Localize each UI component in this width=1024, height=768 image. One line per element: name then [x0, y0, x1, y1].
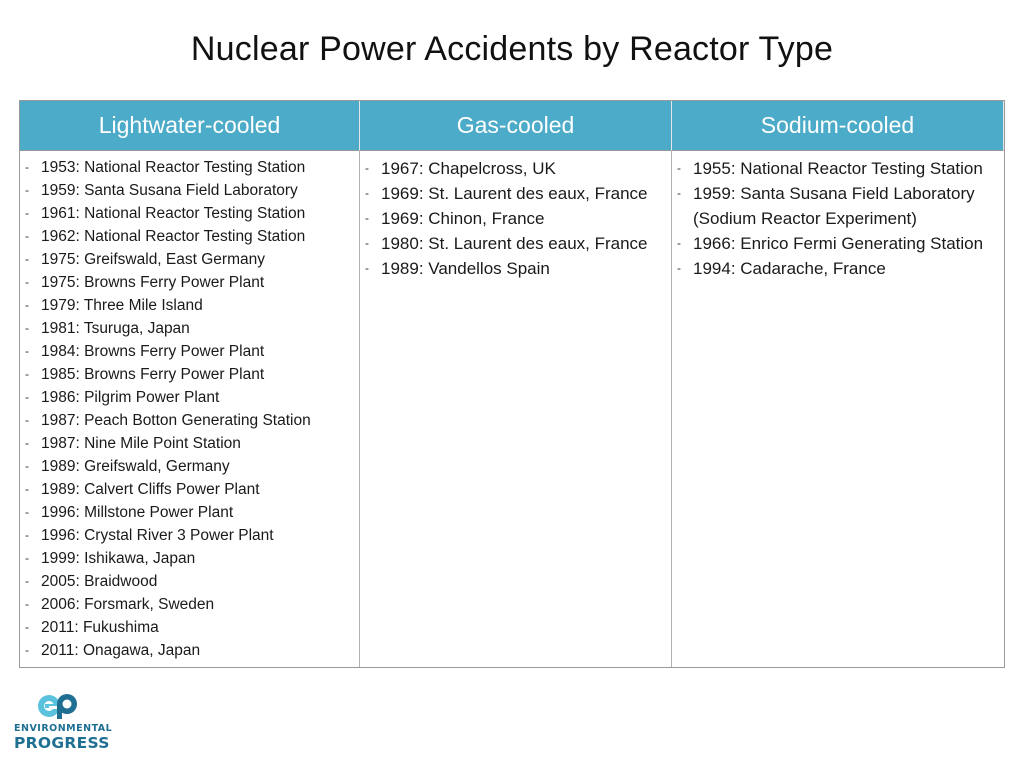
bullet-dash: -: [25, 413, 29, 427]
bullet-dash: -: [25, 229, 29, 243]
slide-title: Nuclear Power Accidents by Reactor Type: [190, 30, 834, 68]
list-item-text: 2006: Forsmark, Sweden: [41, 596, 215, 613]
list-item-text: 1975: Browns Ferry Power Plant: [41, 274, 265, 291]
logo-line2: PROGRESS: [14, 734, 110, 752]
list-item-text: 1987: Peach Botton Generating Station: [41, 412, 311, 429]
bullet-dash: -: [25, 275, 29, 289]
list-item-text: 1967: Chapelcross, UK: [381, 159, 556, 178]
list-item: [20, 547, 359, 570]
list-item: [672, 181, 1004, 231]
list-item: [20, 570, 359, 593]
bullet-dash: -: [25, 367, 29, 381]
list-item-text: 1955: National Reactor Testing Station: [693, 159, 983, 178]
list-item: [20, 317, 359, 340]
list-item-text: 1996: Crystal River 3 Power Plant: [41, 527, 274, 544]
list-item-text: 1985: Browns Ferry Power Plant: [41, 366, 265, 383]
bullet-dash: -: [677, 236, 681, 250]
list-item: [360, 231, 671, 256]
list-item-text: 2005: Braidwood: [41, 573, 158, 590]
list-item-text: 1999: Ishikawa, Japan: [41, 550, 196, 567]
list-item-text: 2011: Onagawa, Japan: [41, 642, 201, 659]
bullet-dash: -: [25, 505, 29, 519]
list-item-text: 1984: Browns Ferry Power Plant: [41, 343, 265, 360]
bullet-dash: -: [365, 161, 369, 175]
list-item-text: 1959: Santa Susana Field Laboratory: [41, 182, 298, 199]
bullet-dash: -: [365, 261, 369, 275]
list-item: [20, 524, 359, 547]
list-item-text: 1959: Santa Susana Field Laboratory (Sodium Reactor Experiment): [693, 184, 975, 228]
bullet-dash: -: [25, 183, 29, 197]
list-item-text: 1966: Enrico Fermi Generating Station: [693, 234, 984, 253]
lightwater-list: [20, 156, 359, 662]
list-item-text: 1996: Millstone Power Plant: [41, 504, 234, 521]
column-header-gas: Gas-cooled: [360, 101, 672, 151]
list-item: [20, 455, 359, 478]
bullet-dash: -: [365, 186, 369, 200]
list-item: [672, 156, 1004, 181]
bullet-dash: -: [25, 459, 29, 473]
list-item: [20, 225, 359, 248]
list-item: [20, 432, 359, 455]
bullet-dash: -: [25, 321, 29, 335]
list-item-text: 1962: National Reactor Testing Station: [41, 228, 306, 245]
sodium-cell: [672, 151, 1004, 667]
bullet-dash: -: [25, 298, 29, 312]
bullet-dash: -: [25, 574, 29, 588]
logo-line1: ENVIRONMENTAL: [14, 723, 113, 734]
list-item: [20, 294, 359, 317]
list-item-text: 1986: Pilgrim Power Plant: [41, 389, 220, 406]
list-item: [20, 386, 359, 409]
list-item: [20, 340, 359, 363]
list-item: [20, 248, 359, 271]
list-item: [360, 156, 671, 181]
list-item: [20, 616, 359, 639]
list-item: [20, 179, 359, 202]
list-item-text: 1953: National Reactor Testing Station: [41, 159, 306, 176]
list-item: [20, 202, 359, 225]
list-item-text: 1969: Chinon, France: [381, 209, 545, 228]
sodium-list: [672, 156, 1004, 281]
bullet-dash: -: [25, 551, 29, 565]
list-item-text: 1987: Nine Mile Point Station: [41, 435, 241, 452]
column-header-lightwater: Lightwater-cooled: [20, 101, 360, 151]
bullet-dash: -: [25, 390, 29, 404]
list-item-text: 1969: St. Laurent des eaux, France: [381, 184, 648, 203]
list-item-text: 2011: Fukushima: [41, 619, 159, 636]
bullet-dash: -: [25, 620, 29, 634]
list-item: [20, 271, 359, 294]
list-item: [20, 639, 359, 662]
list-item-text: 1961: National Reactor Testing Station: [41, 205, 306, 222]
list-item-text: 1981: Tsuruga, Japan: [41, 320, 190, 337]
list-item: [20, 501, 359, 524]
bullet-dash: -: [25, 206, 29, 220]
list-item-text: 1989: Greifswald, Germany: [41, 458, 230, 475]
ep-logo-icon: [36, 692, 82, 720]
list-item-text: 1975: Greifswald, East Germany: [41, 251, 265, 268]
bullet-dash: -: [677, 161, 681, 175]
bullet-dash: -: [25, 160, 29, 174]
list-item-text: 1989: Vandellos Spain: [381, 259, 550, 278]
bullet-dash: -: [677, 186, 681, 200]
bullet-dash: -: [677, 261, 681, 275]
list-item: [20, 363, 359, 386]
list-item: [672, 231, 1004, 256]
accidents-table: [19, 100, 1005, 668]
bullet-dash: -: [365, 211, 369, 225]
bullet-dash: -: [25, 344, 29, 358]
lightwater-cell: [20, 151, 360, 667]
list-item: [20, 156, 359, 179]
environmental-progress-logo: [14, 692, 113, 752]
bullet-dash: -: [365, 236, 369, 250]
bullet-dash: -: [25, 482, 29, 496]
bullet-dash: -: [25, 528, 29, 542]
column-header-sodium: Sodium-cooled: [672, 101, 1004, 151]
bullet-dash: -: [25, 436, 29, 450]
list-item-text: 1979: Three Mile Island: [41, 297, 203, 314]
gas-list: [360, 156, 671, 281]
gas-cell: [360, 151, 672, 667]
list-item: [360, 256, 671, 281]
list-item: [360, 206, 671, 231]
list-item: [672, 256, 1004, 281]
list-item: [20, 478, 359, 501]
bullet-dash: -: [25, 597, 29, 611]
list-item-text: 1989: Calvert Cliffs Power Plant: [41, 481, 260, 498]
list-item-text: 1980: St. Laurent des eaux, France: [381, 234, 648, 253]
list-item: [20, 593, 359, 616]
bullet-dash: -: [25, 252, 29, 266]
bullet-dash: -: [25, 643, 29, 657]
list-item-text: 1994: Cadarache, France: [693, 259, 886, 278]
list-item: [20, 409, 359, 432]
list-item: [360, 181, 671, 206]
